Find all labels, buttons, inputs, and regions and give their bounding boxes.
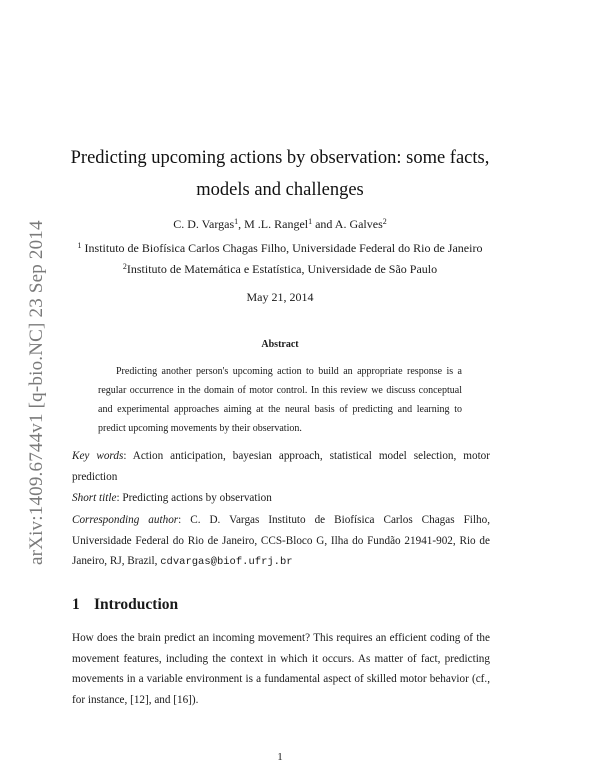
author-list — [60, 217, 500, 232]
keywords-text: : Action anticipation, bayesian approach, statistical model selection, motor prediction — [72, 450, 491, 483]
short-title-paragraph — [72, 488, 490, 509]
section-title: Introduction — [94, 596, 179, 613]
short-title-label: Short title — [72, 492, 117, 504]
abstract-text: Predicting another person's upcoming action to build an appropriate response is a regular occurrence in the domain of motor control. In this review we discuss conceptual and experimental approaches aiming at the neural basis of predicting and learning to predict upcoming movements by their observation. — [98, 366, 462, 434]
affiliation-marker: 1 — [77, 241, 82, 250]
arxiv-identifier-stamp: arXiv:1409.6744v1 [q-bio.NC] 23 Sep 2014 — [26, 220, 47, 565]
section-number: 1 — [72, 596, 80, 613]
introduction-paragraph: How does the brain predict an incoming movement? This requires an efficient coding of the movement features, including the context in which it occurs. As matter of fact, predicting movements in a variable environment is a fundamental aspect of skilled motor behavior (cf., for instance, [12], and [16]). — [72, 632, 490, 706]
affiliation-2 — [60, 262, 500, 277]
corresponding-author-text: : C. D. Vargas Instituto de Biofísica Carlos Chagas Filho, Universidade Federal do Rio de Janeiro, CCS-Bloco G, Ilha do Fundão 21941-902, Rio de Janeiro, RJ, Brazil, — [72, 514, 490, 567]
keywords-label: Key words — [72, 450, 124, 462]
section-heading-introduction — [72, 596, 178, 614]
author-affiliation-marker: 1 — [308, 217, 313, 226]
corresponding-author-paragraph — [72, 510, 490, 573]
abstract-heading: Abstract — [261, 339, 299, 350]
page-number: 1 — [277, 751, 283, 763]
author-rangel: , M .L. Rangel — [238, 217, 309, 231]
corresponding-author-email: cdvargas@biof.ufrj.br — [160, 556, 293, 568]
affiliation-marker: 2 — [122, 262, 127, 271]
short-title-text: : Predicting actions by observation — [116, 492, 272, 504]
affiliation-1 — [60, 241, 500, 256]
paper-date: May 21, 2014 — [246, 290, 314, 304]
keywords-paragraph — [72, 446, 490, 487]
author-affiliation-marker: 1 — [234, 217, 239, 226]
author-affiliation-marker: 2 — [382, 217, 387, 226]
affiliation-1-text: Instituto de Biofísica Carlos Chagas Filho, Universidade Federal do Rio de Janeiro — [81, 241, 483, 255]
corresponding-author-label: Corresponding author — [72, 514, 179, 526]
author-galves: and A. Galves — [312, 217, 383, 231]
author-vargas: C. D. Vargas — [173, 217, 235, 231]
affiliation-2-text: Instituto de Matemática e Estatística, Universidade de São Paulo — [126, 262, 438, 276]
paper-title: Predicting upcoming actions by observation: some facts, models and challenges — [70, 148, 490, 200]
